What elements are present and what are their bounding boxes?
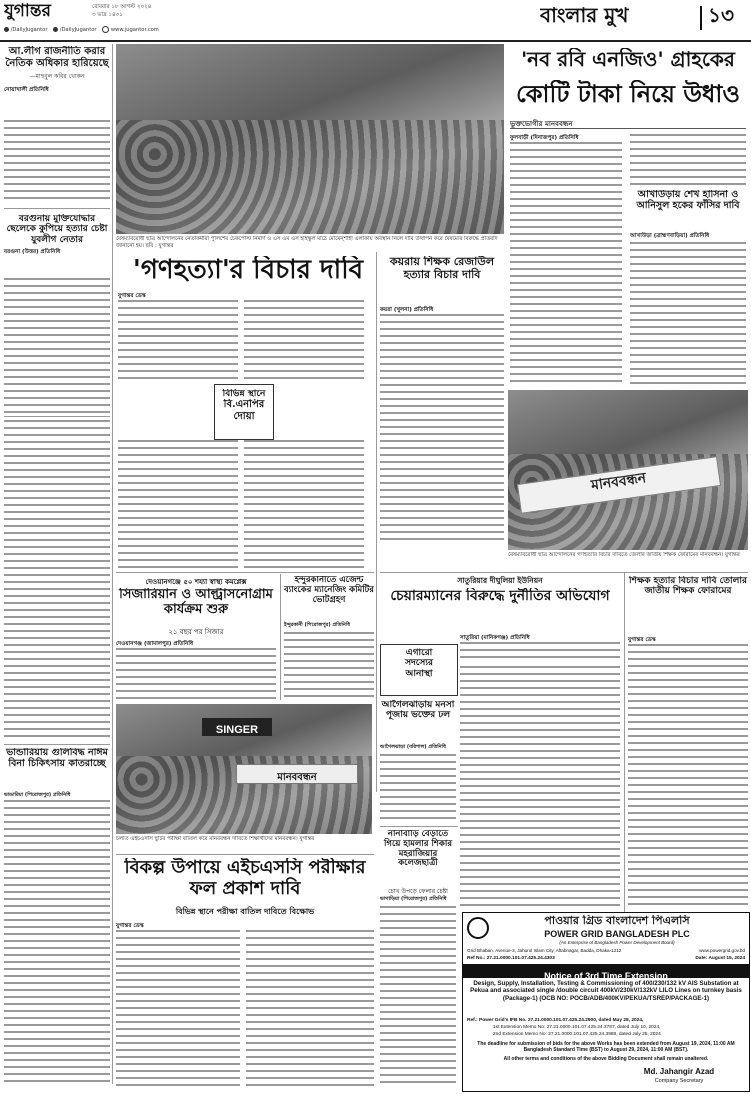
barguna-byline: বরগুনা (উত্তর) প্রতিনিধি (4, 249, 61, 256)
ad-address: Grid Bhaban, Avenue-3, Jahurul Islam City, Aftabnagar, Badda, Dhaka-1212 (467, 948, 622, 953)
ad-notice-title: Notice of 3rd Time Extension (544, 971, 668, 981)
col-divider (112, 44, 113, 1084)
hsc-sub: বিভিন্ন স্থানে পরীক্ষা বাতিল দাবিতে বিক্ষোভ (175, 907, 315, 916)
barguna-body (4, 278, 110, 414)
indurkani-divider (280, 574, 281, 700)
genocide-body-col-4 (244, 440, 364, 568)
section-title: বাংলার মুখ (540, 4, 629, 27)
inset-line-2: বি.এনপির (223, 399, 265, 411)
ad-company-en: POWER GRID BANGLADESH PLC (544, 929, 690, 939)
ad-company-sub: (An Enterprise of Bangladesh Power Development Board) (559, 940, 675, 945)
left-story-2 (4, 214, 110, 414)
agoil-body (380, 754, 456, 824)
left-story-1 (4, 46, 110, 204)
ad-ref-line-3: 2nd Extension Memo No: 27.21.0000.101.07.425.24.3988, dated July 25, 2024 (493, 1032, 661, 1037)
dewanganj-kicker: দেওয়ানগঞ্জে ৫০ শয্যা স্বাস্থ্য কমপ্লেক্স (145, 578, 247, 586)
chairman-kicker: সাতুরিয়ার দীঘুলিয়া ইউনিয়ন (457, 576, 543, 585)
ad-signer-title: Company Secretary (654, 1078, 704, 1084)
chairman-body-col-1 (460, 642, 620, 662)
social-handle-1[interactable]: /DailyJugantor (10, 27, 48, 33)
left-divider-3 (4, 744, 110, 745)
lead-kicker: ভুক্তভোগীর মানববন্ধন (510, 120, 573, 128)
ad-ref: Ref No.: 27.21.0000.101.07.425.24.4303 (467, 956, 555, 961)
indurkani-body (284, 632, 374, 700)
indurkani-byline: ইন্দুরকানী (পিরোজপুর) প্রতিনিধি (284, 622, 350, 628)
banner-photo-caption: বৈষম্যবিরোধী ছাত্র আন্দোলনের গণহত্যার বিচার দাবিতে জেলার জাতীয় শিক্ষক ফোরামের মানববন্ধন। যুগান্তর (508, 552, 740, 558)
col-divider-3 (624, 572, 625, 912)
agoil-headline-visible[interactable]: আগৈলঝাড়ায় মনসা পূজায় ভক্তের ঢল (381, 700, 455, 721)
bhandaria-headline[interactable]: ভান্ডারিয়ায় গুলিবিদ্ধ নাঈম বিনা চিকিৎসায় কাতরাচ্ছে (6, 748, 108, 769)
hsc-headline[interactable]: বিকল্প উপায়ে এইচএসসি পরীক্ষার ফল প্রকাশ দাবি (124, 858, 366, 899)
page-number: ১৩ (708, 4, 734, 27)
dewanganj-body (116, 648, 276, 700)
koyra-byline: কয়রা (খুলনা) প্রতিনিধি (380, 307, 434, 313)
indurkani-headline[interactable]: ইন্দুরকানীতে এজেন্ট ব্যাংকের ম্যানেজিং কমিটির ভোটগ্রহণ (284, 576, 374, 605)
section-divider (700, 6, 702, 30)
ad-signer: Md. Jahangir Azad (643, 1067, 715, 1076)
ad-notice-bar (463, 964, 749, 981)
agoil-byline: আগৈলঝাড়া (বরিশাল) প্রতিনিধি (380, 744, 446, 750)
ad-ref-line-2: 1st Extension Memo No: 27.21.0000.101.07.425.24.3787, dated July 10, 2024, (493, 1025, 661, 1030)
right-divider-1 (380, 572, 748, 573)
hasina-byline: আখাউড়া (ব্রাহ্মণবাড়িয়া) প্রতিনিধি (630, 233, 710, 239)
singer-photo-caption: চলতি এইচএসসি ছুটির পরীক্ষা বাতিল করে মানববন্ধন দাবিতে শিক্ষার্থীদের মানববন্ধন। যুগান্তর (116, 836, 315, 842)
ad-logo-icon (467, 917, 489, 939)
hasina-headline[interactable]: আখাউড়ায় শেখ হাসিনা ও আনিসুল হকের ফাঁসির দাবি (636, 190, 740, 211)
agostu-line-3: আনাস্থা (405, 668, 433, 679)
ad-website[interactable]: www.powergrid.gov.bd (699, 948, 745, 953)
col-divider-2 (376, 252, 377, 792)
lead-body-col-2 (630, 134, 746, 186)
date-line-2: ৩ ভাদ্র ১৪৩১ (92, 12, 123, 18)
singer-banner (236, 764, 358, 784)
social-bar (4, 26, 159, 33)
left-story-1-body (4, 120, 110, 204)
narsingdi-headline[interactable]: নানাবাড়ি বেড়াতে গিয়ে হামলার শিকার মহরাজিয়ার কলেজছাত্রী (383, 830, 453, 869)
website-link[interactable]: www.jugantor.com (110, 27, 159, 33)
left-divider-1 (4, 208, 110, 209)
chairman-headline[interactable]: চেয়ারম্যানের বিরুদ্ধে দুর্নীতির অভিযোগ (390, 588, 610, 604)
koyra-body (380, 314, 504, 544)
ad-body-2: The deadline for submission of bids for the above Works has been extended from August 19, 2024, 11:00 AM Bangladesh Standard Time (BST) to August 29, 2024, 11:00 AM (BST). (477, 1041, 735, 1054)
genocide-byline: যুগান্তর ডেস্ক (118, 293, 146, 299)
inset-line-1: বিভিন্ন স্থানে (222, 389, 266, 399)
social-handle-2[interactable]: /DailyJugantor (59, 27, 97, 33)
narsingdi-body (380, 906, 456, 1086)
banner-text: মানববন্ধন (590, 470, 648, 494)
bhandaria-body (4, 800, 110, 1086)
narsingdi-byline: ভাগাড়িয়া (পিরোজপুর) প্রতিনিধি (380, 896, 447, 902)
singer-banner-text: মানববন্ধন (277, 772, 317, 783)
lead-kicker-rule (510, 128, 746, 129)
ad-company-bn: পাওয়ার গ্রিড বাংলাদেশ পিএলসি (544, 915, 690, 927)
facebook-icon (4, 27, 9, 32)
globe-icon (102, 26, 109, 33)
lead-byline: ফুলবাড়ী (দিনাজপুর) প্রতিনিধি (510, 135, 579, 141)
genocide-body-col-3 (118, 440, 238, 568)
date-line: রোববার ১৮ আগস্ট ২০২৪ (92, 4, 152, 10)
hsc-byline: যুগান্তর ডেস্ক (116, 923, 144, 929)
koyra-headline[interactable]: কয়রায় শিক্ষক রেজাউল হত্যার বিচার দাবি (389, 256, 495, 281)
ad-date: Date: August 15, 2024 (695, 956, 745, 961)
genocide-body-col-1 (118, 300, 238, 384)
teacher-forum-headline[interactable]: শিক্ষক হত্যার বিচার দাবি তোলার জাতীয় শিক্ষক ফোরামের (629, 576, 747, 597)
agostu-line-2: সদস্যের (405, 658, 433, 669)
dewanganj-headline[interactable]: সিজারিয়ান ও আল্ট্রাসনোগ্রাম কার্যক্রম শুরু (119, 588, 273, 617)
teacher-forum-byline: যুগান্তর ডেস্ক (628, 637, 656, 643)
left-divider-2 (4, 416, 110, 417)
bhandaria-byline: ভান্ডারিয়া (পিরোজপুর) প্রতিনিধি (4, 792, 71, 798)
ad-ref-line-1: Ref.: Power Grid's IFB No. 27.21.0000.101.07.425.24.2900, dated May 28, 2024, (467, 1018, 644, 1023)
agostu-line-1: এগারো (405, 648, 433, 658)
inset-line-3: দোয়া (233, 410, 255, 422)
singer-photo (116, 704, 372, 834)
lead-headline-1[interactable]: 'নব রবি এনজিও' গ্রাহকের (521, 48, 735, 71)
ad-body-3: All other terms and conditions of the above Bidding Document shall remain unaltered. (503, 1056, 709, 1062)
left-story-1-sub: —মাহুবুল কবির খোকন (29, 73, 85, 80)
genocide-body-col-2 (244, 300, 364, 384)
lead-body-col-1 (510, 142, 622, 387)
lead-headline-2[interactable]: কোটি টাকা নিয়ে উধাও (515, 80, 741, 108)
dewanganj-sub: ২১ বছর পর সিজার (168, 628, 224, 636)
dewanganj-byline: দেওয়ানগঞ্জ (জামালপুর) প্রতিনিধি (116, 641, 194, 647)
agostu-box (380, 644, 458, 696)
tender-ad (462, 912, 750, 1092)
inset-box (214, 384, 274, 440)
masthead-rule (0, 40, 751, 42)
hasina-body (630, 242, 746, 387)
hsc-body-col-2 (246, 930, 374, 1086)
paper-logo: যুগান্তর (4, 2, 51, 21)
narsingdi-sub: চোখ উপড়ে ফেলার চেষ্টা (388, 888, 448, 895)
left-body-continued (4, 420, 110, 740)
genocide-headline[interactable]: 'গণহত্যা'র বিচার দাবি (132, 256, 364, 285)
mid-divider-1 (116, 572, 374, 573)
banner-photo (508, 390, 748, 550)
ad-body-1: Design, Supply, Installation, Testing & Commissioning of 400/230/132 kV AIS Substation at Pekua and associated single /double circuit 400kV/230kV/132kV LILO Lines on turnkey basis (Package-1) (OCB NO: POCB/ADB/400KV/PEKUA/TSREP/PACKAGE-1) (470, 980, 742, 1002)
singer-sign (202, 718, 272, 736)
twitter-icon (53, 27, 58, 32)
singer-sign-text: SINGER (215, 724, 259, 736)
teacher-forum-body (628, 644, 748, 906)
left-story-1-byline: নোয়াখালী প্রতিনিধি (4, 87, 49, 93)
chairman-byline: সাতুরিয়া (মানিকগঞ্জ) প্রতিনিধি (460, 635, 530, 641)
hsc-body-col-1 (116, 930, 240, 1086)
top-photo (116, 44, 504, 234)
masthead (0, 0, 751, 40)
chairman-body-col-2 (460, 666, 620, 906)
left-story-1-headline[interactable]: আ.লীগ রাজনীতি করার নৈতিক অধিকার হারিয়েছে (5, 46, 109, 69)
right-divider-2 (380, 826, 458, 827)
mid-divider-2 (116, 854, 374, 855)
barguna-headline[interactable]: বরগুনায় মুক্তিযোদ্ধার ছেলেকে কুপিয়ে হত্যার চেষ্টা যুবলীগ নেতার (6, 214, 108, 245)
top-photo-caption: বৈষম্যবিরোধী ছাত্র আন্দোলনের নেতাকর্মীরা পুলিশের চেকপোস্ট নির্মাণ ও এস এম এস হাইস্কুল মাঠে মোমেন্‌শাহী এলাকায় অবস্থান নিলে দাবি উত্থাপন করে বৈষম্যের বিরুদ্ধে প্রতিবাদ জানানো হয়। ছবি : যুগান্তর (116, 236, 498, 249)
